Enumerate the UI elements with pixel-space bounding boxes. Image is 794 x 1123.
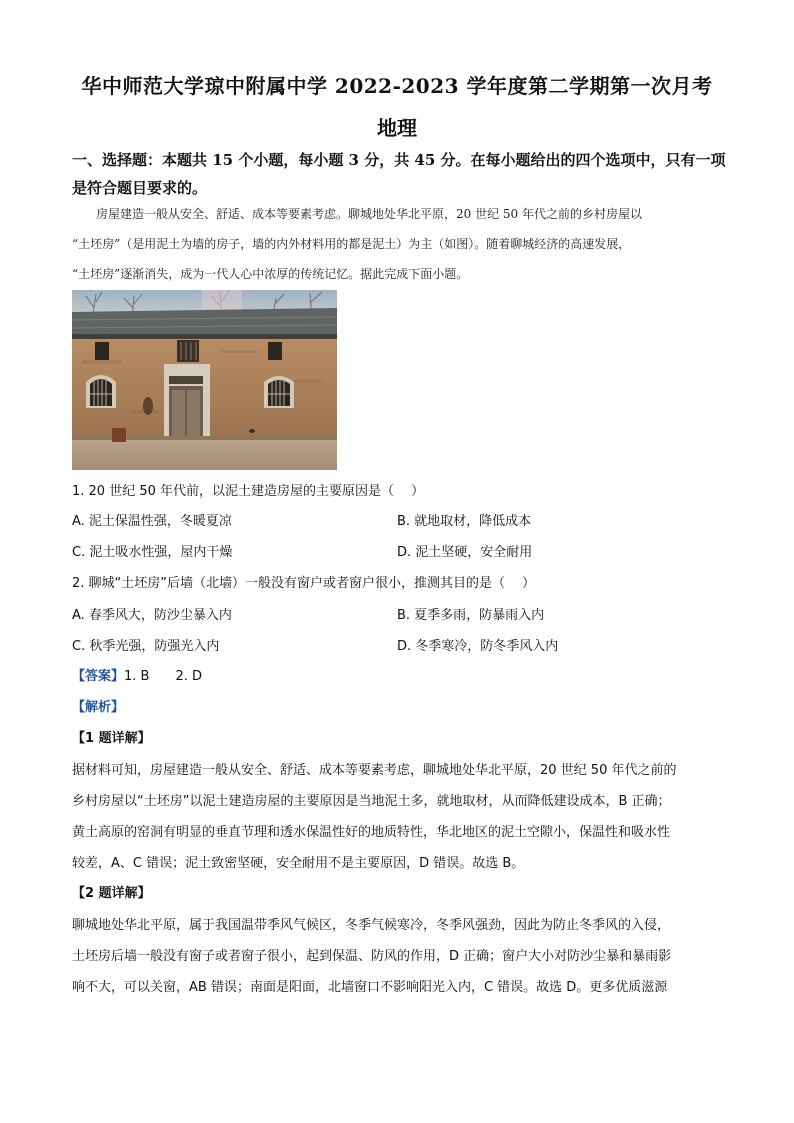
question-2-option-b: B. 夏季多雨，防暴雨入内 xyxy=(397,608,545,623)
question-1-option-d: D. 泥土坚硬，安全耐用 xyxy=(397,545,533,560)
detail-2-line: 聊城地处华北平原，属于我国温带季风气候区，冬季气候寒冷，冬季风强劲，因此为防止冬季风的入侵， xyxy=(72,918,671,933)
question-2-option-d: D. 冬季寒冷，防冬季风入内 xyxy=(397,639,559,654)
detail-2-text xyxy=(72,910,724,1003)
material-line: 房屋建造一般从安全、舒适、成本等要素考虑。聊城地处华北平原，20 世纪 50 年代之前的乡村房屋以 xyxy=(96,207,642,221)
detail-2-line: 响不大，可以关窗，AB 错误；南面是阳面，北墙窗口不影响阳光入内，C 错误。故选 D。更多优质滋源 xyxy=(72,980,668,995)
analysis-heading xyxy=(72,698,124,718)
question-1-option-c: C. 泥土吸水性强，屋内干燥 xyxy=(72,545,233,560)
detail-2-line: 土坯房后墙一般没有窗子或者窗子很小，起到保温、防风的作用，D 正确；窗户大小对防沙尘暴和暴雨影 xyxy=(72,949,672,964)
detail-2-label: 【2 题详解】 xyxy=(72,886,151,901)
question-1-stem: 1. 20 世纪 50 年代前，以泥土建造房屋的主要原因是（ ） xyxy=(72,484,425,499)
detail-2-heading xyxy=(72,884,151,904)
answer-label: 【答案】 xyxy=(72,669,125,684)
detail-1-label: 【1 题详解】 xyxy=(72,731,151,746)
detail-1-text xyxy=(72,755,724,879)
analysis-label: 【解析】 xyxy=(72,700,125,715)
detail-1-heading xyxy=(72,729,151,749)
subject-title: 地理 xyxy=(377,116,417,140)
detail-1-line: 黄土高原的窑洞有明显的垂直节理和透水保温性好的地质特性，华北地区的泥土空隙小，保温性和吸水性 xyxy=(72,825,671,840)
material-line: “土坯房”逐渐消失，成为一代人心中浓厚的传统记忆。据此完成下面小题。 xyxy=(72,267,469,281)
question-2-option-c: C. 秋季光强，防强光入内 xyxy=(72,639,220,654)
detail-1-line: 乡村房屋以“土坯房”以泥土建造房屋的主要原因是当地泥土多，就地取材，从而降低建设成本，B 正确； xyxy=(72,794,671,809)
detail-1-line: 据材料可知，房屋建造一般从安全、舒适、成本等要素考虑，聊城地处华北平原，20 世纪 50 年代之前的 xyxy=(72,763,677,778)
exam-title: 华中师范大学琼中附属中学 2022-2023 学年度第二学期第一次月考 xyxy=(81,74,713,98)
answer-line xyxy=(72,667,202,687)
question-2-stem: 2. 聊城“土坯房”后墙（北墙）一般没有窗户或者窗户很小，推测其目的是（ ） xyxy=(72,576,536,591)
question-1-option-a: A. 泥土保温性强，冬暖夏凉 xyxy=(72,514,232,529)
question-2-option-a: A. 春季风大，防沙尘暴入内 xyxy=(72,608,232,623)
answer-value: 1. B 2. D xyxy=(124,669,203,684)
section-heading: 一、选择题：本题共 15 个小题，每小题 3 分，共 45 分。在每小题给出的四个选项中，只有一项是符合题目要求的。 xyxy=(72,151,726,197)
earthen-house-photo xyxy=(72,290,337,470)
material-line: “土坯房”（是用泥土为墙的房子，墙的内外材料用的都是泥土）为主（如图）。随着聊城经济的高速发展， xyxy=(72,237,631,251)
detail-1-line: 较差，A、C 错误；泥土致密坚硬，安全耐用不是主要原因，D 错误。故选 B。 xyxy=(72,856,525,871)
question-1-option-b: B. 就地取材，降低成本 xyxy=(397,514,532,529)
material-passage xyxy=(72,199,732,289)
